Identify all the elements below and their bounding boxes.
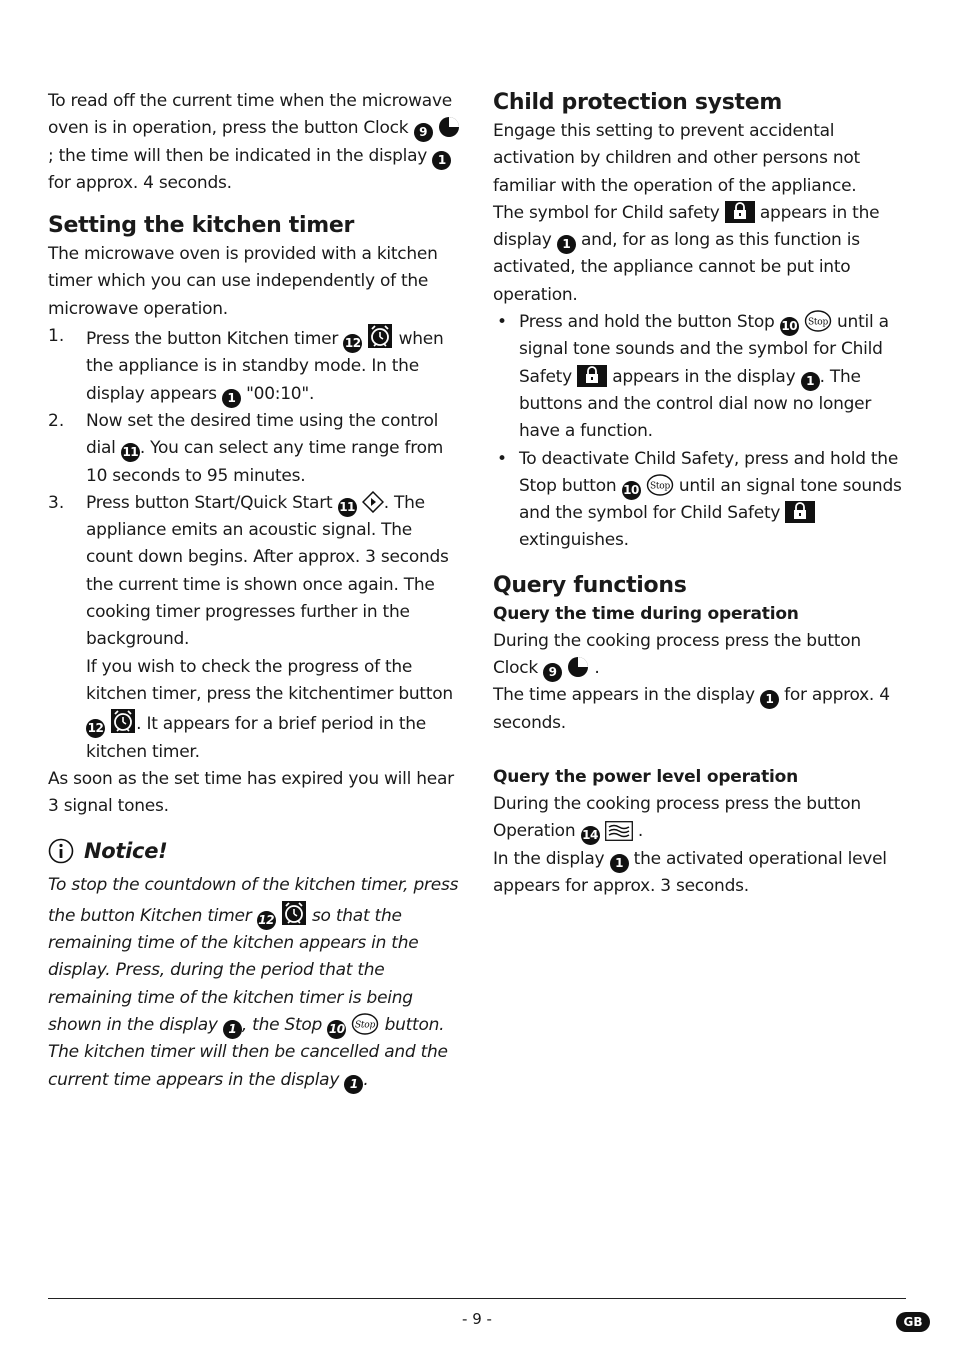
language-badge: GB xyxy=(896,1312,930,1332)
heading-child-protection: Child protection system xyxy=(493,90,782,115)
svg-text:Stop: Stop xyxy=(355,1020,376,1031)
footer-rule xyxy=(48,1298,906,1299)
notice-box xyxy=(48,838,460,1093)
intro-paragraph: To read off the current time when the microwave oven is in operation, press the button Clock 9 ; the time will then be indicated in the display 1 for approx. 4 seconds. xyxy=(48,88,460,197)
heading-kitchen-timer: Setting the kitchen timer xyxy=(48,213,355,239)
info-icon xyxy=(48,838,74,864)
child-protection-bullets xyxy=(493,309,907,555)
lock-icon xyxy=(577,365,607,387)
kitchen-timer-steps xyxy=(48,323,460,766)
svg-text:Stop: Stop xyxy=(807,317,828,328)
ref-badge-9: 9 xyxy=(414,123,433,142)
list-item: 1. Press the button Kitchen timer 12 when the appliance is in standby mode. In the display appears 1 "00:10". xyxy=(48,323,460,408)
ref-badge-1: 1 xyxy=(801,372,820,391)
ref-badge-14: 14 xyxy=(581,826,600,845)
list-item: 2. Now set the desired time using the control dial 11. You can select any time range from 10 seconds to 95 minutes. xyxy=(48,410,444,486)
notice-text: To stop the countdown of the kitchen timer, press the button Kitchen timer 12 so that the remaining time of the kitchen appears in the display. Press, during the period that the remaining time of the kitchen timer is being shown in the display 1 , the Stop 10 Stop button. The kitchen timer will then be cancelled and the current time appears in the display 1 . xyxy=(48,872,460,1093)
kitchen-timer-icon xyxy=(281,900,307,926)
ref-badge-1: 1 xyxy=(760,690,779,709)
notice-title: Notice! xyxy=(48,838,460,864)
page-number: - 9 - xyxy=(462,1310,492,1328)
child-protection-intro: Engage this setting to prevent accidental activation by children and other persons not familiar with the operation of the appliance. xyxy=(493,121,860,196)
child-protection-symbol-text: The symbol for Child safety appears in the display 1 and, for as long as this function is activated, the appliance cannot be put into operation. xyxy=(493,202,880,305)
ref-badge-10: 10 xyxy=(780,317,799,336)
list-item: 3. Press button Start/Quick Start 11 . The appliance emits an acoustic signal. The count down begins. After approx. 3 seconds the current time is shown once again. The cooking timer progresses further in the background. If you wish to check the progress of the kitchen timer, press the kitchentimer button 12 . It appears for a brief period in the kitchen timer. xyxy=(48,492,453,762)
query-time-text-1: During the cooking process press the button Clock 9 . xyxy=(493,628,907,683)
ref-badge-1: 1 xyxy=(557,235,576,254)
ref-badge-1: 1 xyxy=(223,1020,242,1039)
ref-badge-12: 12 xyxy=(343,334,362,353)
list-item: • Press and hold the button Stop 10 Stop until a signal tone sounds and the symbol for Child Safety appears in the display 1 . The buttons and the control dial now no longer have a function. xyxy=(497,312,889,442)
clock-icon xyxy=(567,656,589,678)
ref-badge-11: 11 xyxy=(338,498,357,517)
start-diamond-icon xyxy=(362,491,384,513)
ref-badge-10: 10 xyxy=(327,1020,346,1039)
list-item: • To deactivate Child Safety, press and hold the Stop button 10 Stop until an signal tone sounds and the symbol for Child Safety extinguishes. xyxy=(497,448,902,551)
heading-query-functions: Query functions xyxy=(493,572,687,598)
ref-badge-1: 1 xyxy=(432,151,451,170)
subheading-query-power: Query the power level operation xyxy=(493,766,799,787)
ref-badge-11: 11 xyxy=(121,443,140,462)
kitchen-timer-intro: The microwave oven is provided with a kitchen timer which you can use independently of the microwave operation. xyxy=(48,244,438,319)
ref-badge-12: 12 xyxy=(257,911,276,930)
lock-icon xyxy=(785,501,815,523)
lock-icon xyxy=(725,201,755,223)
ref-badge-9: 9 xyxy=(543,663,562,682)
ref-badge-1: 1 xyxy=(344,1075,363,1094)
kitchen-timer-icon xyxy=(367,323,393,349)
subheading-query-time: Query the time during operation xyxy=(493,603,799,624)
svg-text:Stop: Stop xyxy=(649,481,670,492)
right-column xyxy=(493,88,907,900)
stop-icon xyxy=(646,474,674,496)
clock-icon xyxy=(438,116,460,138)
ref-badge-10: 10 xyxy=(622,481,641,500)
ref-badge-12: 12 xyxy=(86,719,105,738)
query-power-text-2: In the display 1 the activated operational level appears for approx. 3 seconds. xyxy=(493,848,887,896)
stop-icon xyxy=(804,310,832,332)
operation-waves-icon xyxy=(605,821,633,841)
stop-icon xyxy=(351,1013,379,1035)
query-time-text-2: The time appears in the display 1 for approx. 4 seconds. xyxy=(493,685,890,733)
ref-badge-1: 1 xyxy=(610,854,629,873)
kitchen-timer-outro: As soon as the set time has expired you will hear 3 signal tones. xyxy=(48,768,454,817)
kitchen-timer-icon xyxy=(110,708,136,734)
left-column xyxy=(48,88,460,1094)
query-power-text-1: During the cooking process press the button Operation 14 . xyxy=(493,791,907,846)
ref-badge-1: 1 xyxy=(222,389,241,408)
